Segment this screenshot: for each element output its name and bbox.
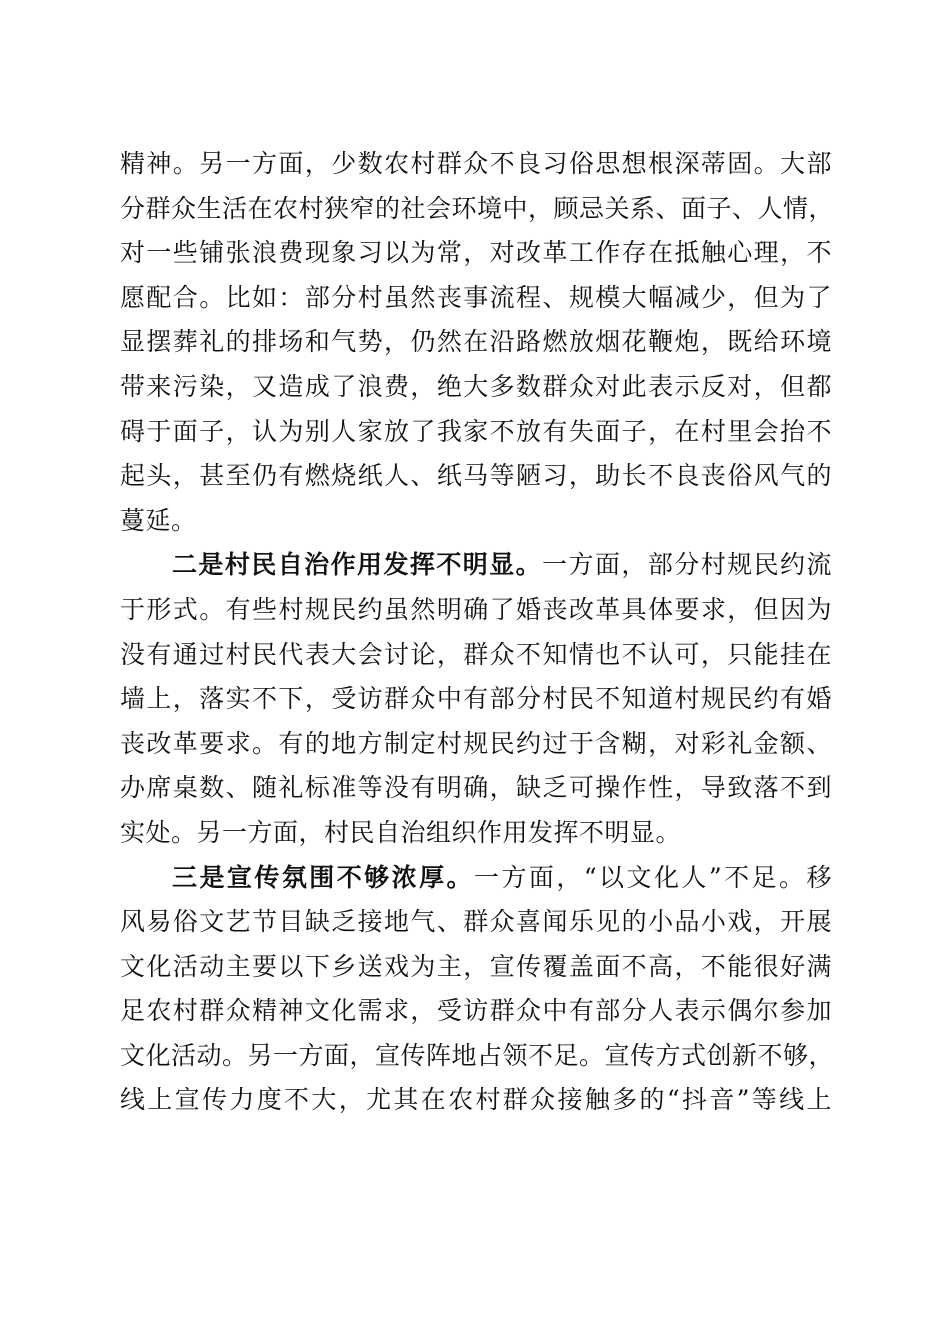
document-body <box>120 142 835 1123</box>
text-line: 带来污染，又造成了浪费，绝大多数群众对此表示反对，但都 <box>120 371 832 401</box>
text-line: 墙上，落实不下，受访群众中有部分村民不知道村规民约有婚 <box>120 684 832 714</box>
paragraph-lead-heading: 二是村民自治作用发挥不明显。 <box>172 550 543 580</box>
text-line: 蔓延。 <box>120 505 197 535</box>
text-line: 于形式。有些村规民约虽然明确了婚丧改革具体要求，但因为 <box>120 594 832 624</box>
text-line-first <box>120 856 832 901</box>
text-line: 办席桌数、随礼标准等没有明确，缺乏可操作性，导致落不到 <box>120 773 832 803</box>
paragraph-lead-rest: 一方面，“以文化人”不足。移 <box>474 862 832 892</box>
paragraph-3 <box>120 856 835 1124</box>
text-line: 对一些铺张浪费现象习以为常，对改革工作存在抵触心理，不 <box>120 238 832 268</box>
paragraph-2 <box>120 543 832 855</box>
text-line: 文化活动主要以下乡送戏为主，宣传覆盖面不高，不能很好满 <box>120 951 832 981</box>
text-line: 文化活动。另一方面，宣传阵地占领不足。宣传方式创新不够， <box>120 1040 835 1070</box>
text-line: 没有通过村民代表大会讨论，群众不知情也不认可，只能挂在 <box>120 639 832 669</box>
text-line-first <box>120 543 832 588</box>
paragraph-1 <box>120 142 835 543</box>
text-line: 足农村群众精神文化需求，受访群众中有部分人表示偶尔参加 <box>120 996 832 1026</box>
text-line: 分群众生活在农村狭窄的社会环境中，顾忌关系、面子、人情， <box>120 193 835 223</box>
text-line: 线上宣传力度不大，尤其在农村群众接触多的“抖音”等线上 <box>120 1085 832 1115</box>
text-line: 显摆葬礼的排场和气势，仍然在沿路燃放烟花鞭炮，既给环境 <box>120 327 832 357</box>
text-line: 丧改革要求。有的地方制定村规民约过于含糊，对彩礼金额、 <box>120 728 832 758</box>
text-line: 精神。另一方面，少数农村群众不良习俗思想根深蒂固。大部 <box>120 149 832 178</box>
text-line: 风易俗文艺节目缺乏接地气、群众喜闻乐见的小品小戏，开展 <box>120 907 832 937</box>
paragraph-lead-rest: 一方面，部分村规民约流 <box>542 550 832 580</box>
text-line: 碍于面子，认为别人家放了我家不放有失面子，在村里会抬不 <box>120 416 832 446</box>
paragraph-lead-heading: 三是宣传氛围不够浓厚。 <box>172 862 474 892</box>
text-line: 起头，甚至仍有燃烧纸人、纸马等陋习，助长不良丧俗风气的 <box>120 461 832 491</box>
text-line: 愿配合。比如：部分村虽然丧事流程、规模大幅减少，但为了 <box>120 282 832 312</box>
text-line: 实处。另一方面，村民自治组织作用发挥不明显。 <box>120 817 682 847</box>
